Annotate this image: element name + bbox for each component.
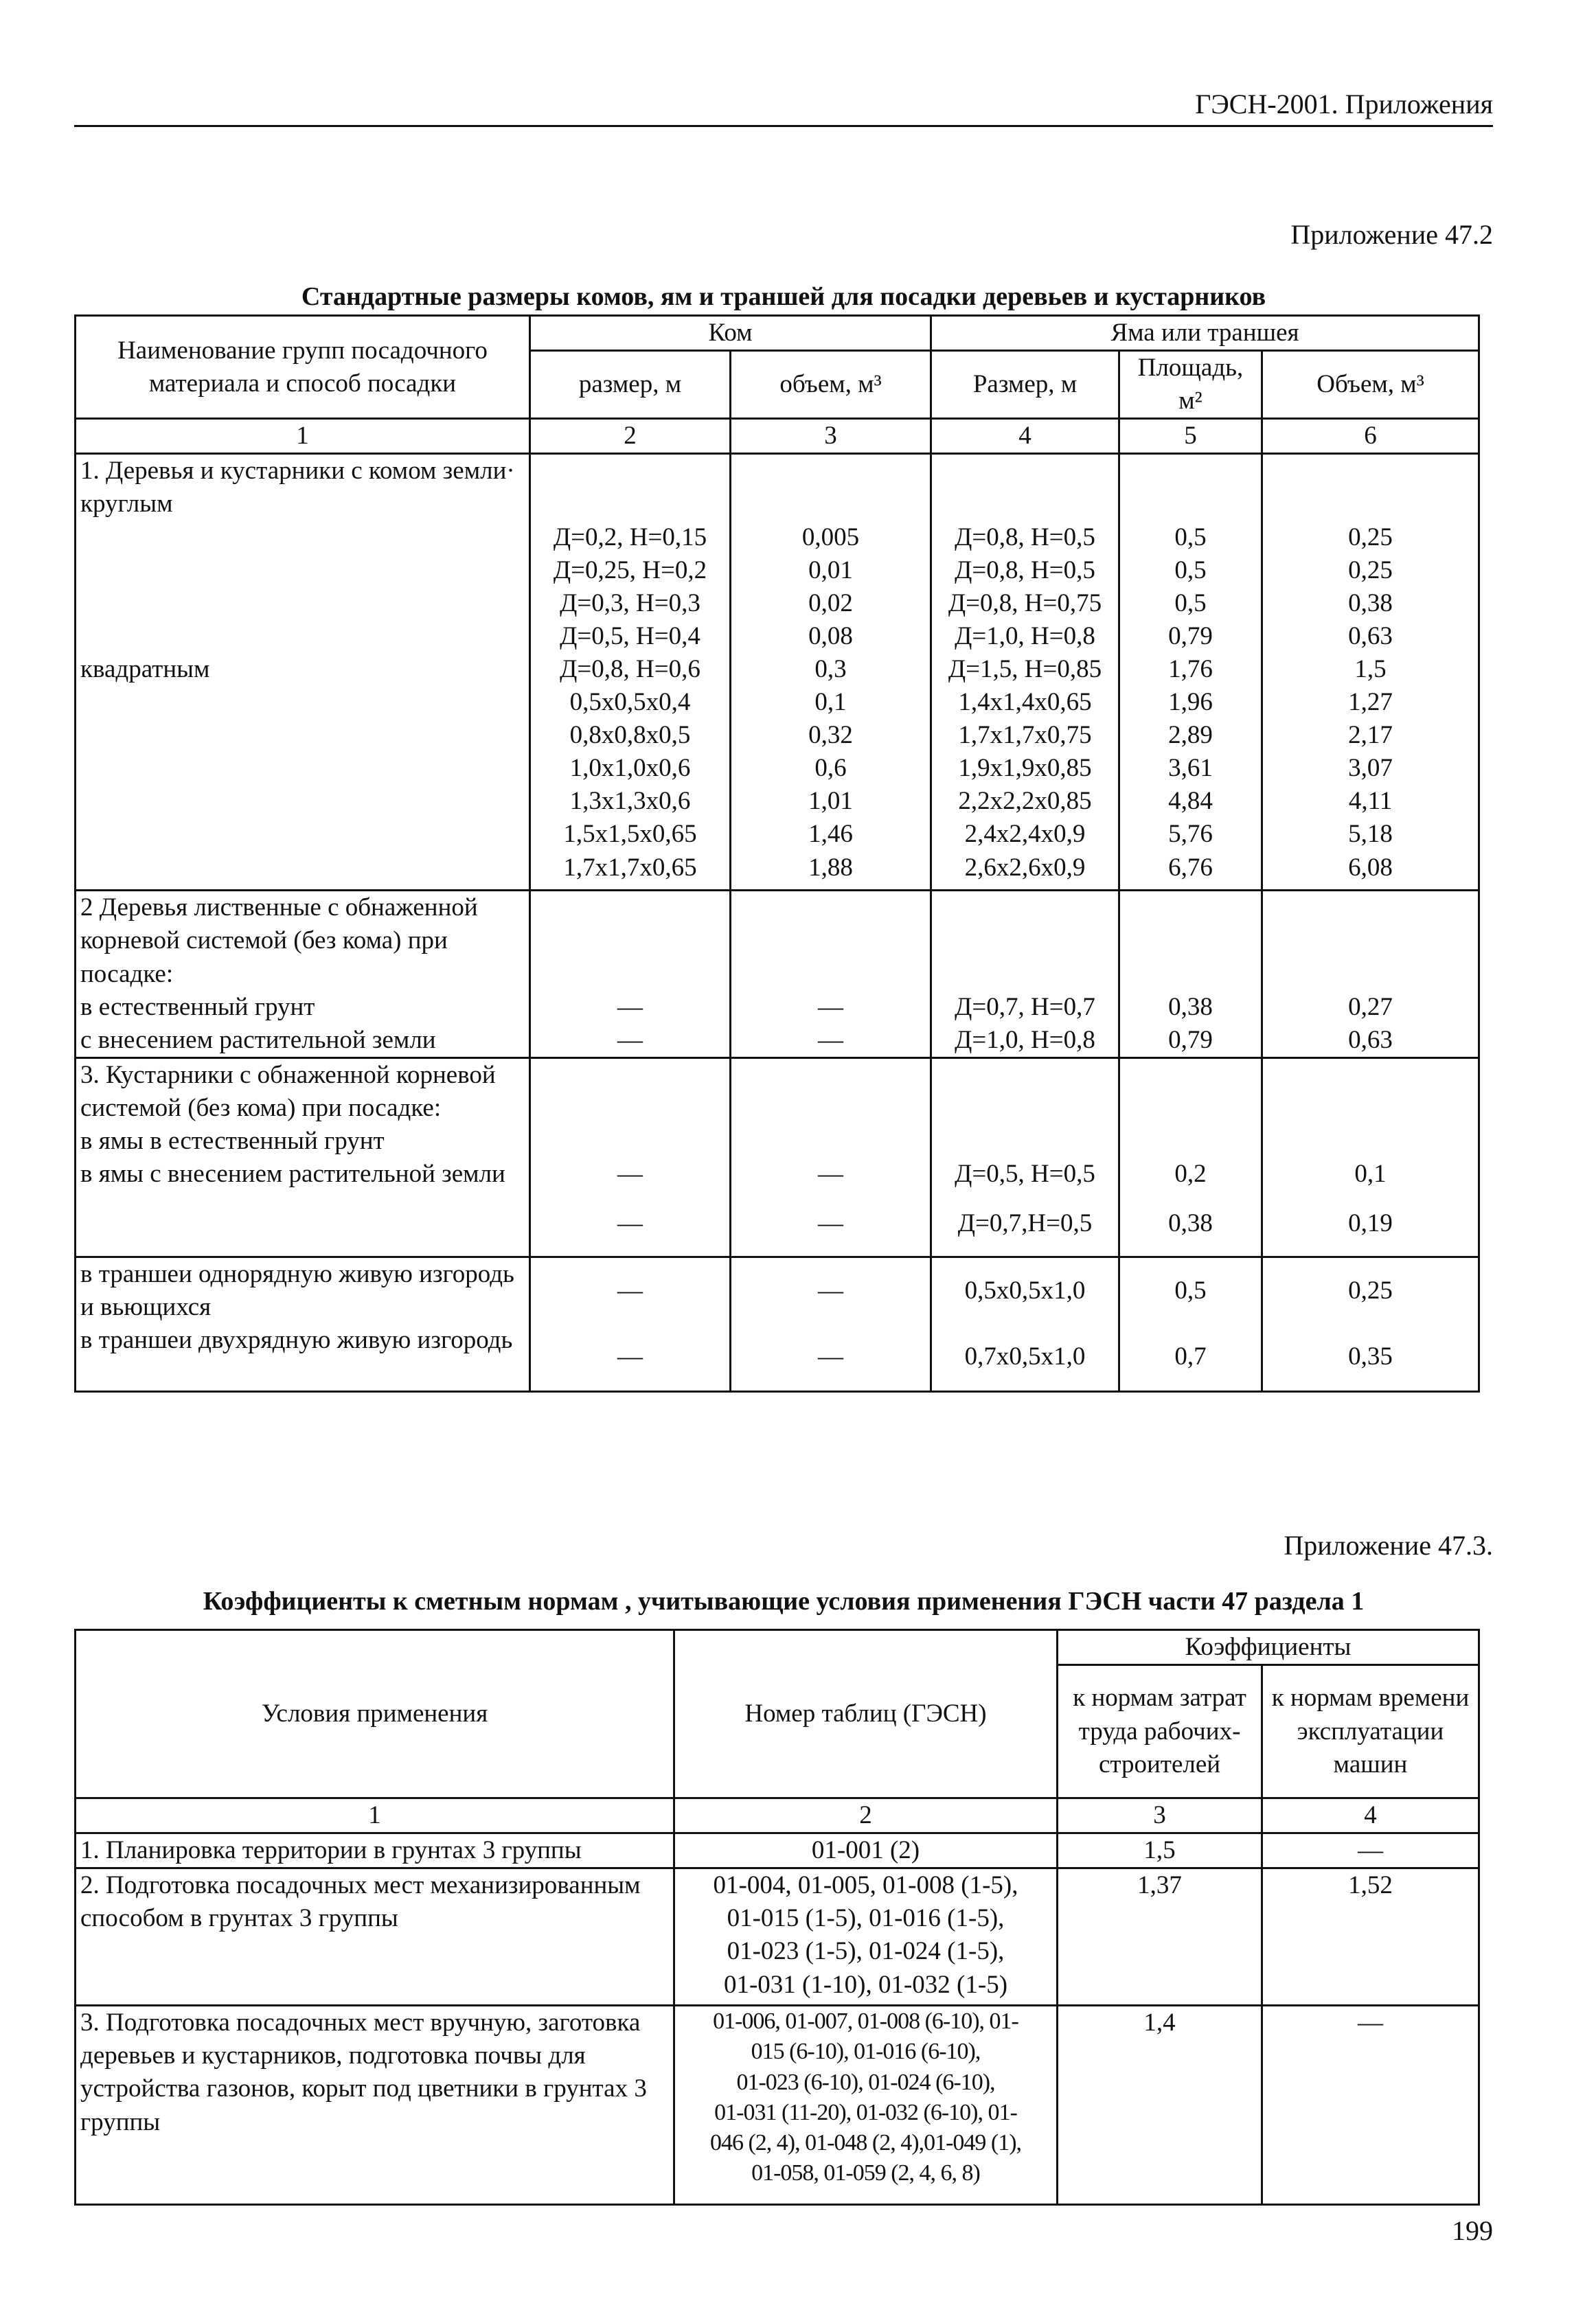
machine-coef-cell: 1,52 bbox=[1262, 1868, 1479, 2006]
kom-size: — bbox=[617, 992, 643, 1021]
pit-size: 1,7x1,7x0,75 bbox=[958, 721, 1092, 750]
pit-volume: 0,25 bbox=[1348, 556, 1393, 584]
pit-area: 0,79 bbox=[1168, 1025, 1213, 1054]
group-3-row bbox=[76, 1057, 1479, 1257]
kom-size: Д=0,2, Н=0,15 bbox=[553, 523, 707, 551]
labor-coef-cell: 1,37 bbox=[1058, 1868, 1262, 2006]
square-label: квадратным bbox=[80, 654, 210, 683]
labor-coef-cell: 1,4 bbox=[1058, 2006, 1262, 2205]
header-conditions: Условия применения bbox=[76, 1630, 674, 1798]
pit-volume-cell bbox=[1262, 454, 1479, 891]
header-labor: к нормам затрат труда рабочих-строителей bbox=[1058, 1665, 1262, 1798]
kom-volume-cell bbox=[731, 454, 931, 891]
pit-area: 6,76 bbox=[1168, 853, 1213, 882]
table-numbers: 01-031 (11-20), 01-032 (6-10), 01- bbox=[714, 2099, 1017, 2125]
table-title: Коэффициенты к сметным нормам , учитывающие условия применения ГЭСН части 47 раздела 1 bbox=[203, 1587, 1365, 1616]
pit-area: 2,89 bbox=[1168, 721, 1213, 750]
pit-volume: 0,63 bbox=[1348, 621, 1393, 650]
round-label: круглым bbox=[80, 490, 173, 518]
pit-area: 0,38 bbox=[1168, 992, 1213, 1021]
pit-size: Д=1,0, Н=0,8 bbox=[955, 621, 1095, 650]
kom-size-cell bbox=[530, 891, 731, 1057]
kom-volume: 1,46 bbox=[808, 820, 853, 849]
group-3-label bbox=[76, 1057, 530, 1257]
header-kom: Ком bbox=[530, 316, 931, 351]
kom-volume: 0,01 bbox=[808, 556, 853, 584]
column-number: 4 bbox=[931, 419, 1119, 454]
pit-size: Д=1,0, Н=0,8 bbox=[955, 1025, 1095, 1054]
kom-volume: 1,88 bbox=[808, 853, 853, 882]
column-number: 3 bbox=[1058, 1798, 1262, 1833]
pit-size: Д=0,7, Н=0,7 bbox=[955, 992, 1095, 1021]
kom-volume: — bbox=[818, 1342, 843, 1371]
pit-size: 0,7x0,5x1,0 bbox=[964, 1342, 1086, 1371]
kom-size-cell bbox=[530, 1257, 731, 1391]
kom-size: 1,3x1,3x0,6 bbox=[569, 787, 691, 816]
pit-area-cell bbox=[1119, 891, 1262, 1057]
table-numbers-cell bbox=[674, 1868, 1058, 2006]
group-title: 3. Кустарники с обнаженной корневой системой (без кома) при посадке: bbox=[80, 1060, 496, 1122]
pit-area: 0,5 bbox=[1174, 588, 1207, 617]
table-numbers: 046 (2, 4), 01-048 (2, 4),01-049 (1), bbox=[709, 2130, 1022, 2156]
condition-cell: 1. Планировка территории в грунтах 3 группы bbox=[76, 1833, 674, 1868]
kom-volume-cell bbox=[731, 1257, 931, 1391]
pit-size: 2,2x2,2x0,85 bbox=[958, 787, 1092, 816]
planting-method: в траншеи однорядную живую изгородь и вьющихся bbox=[80, 1259, 514, 1321]
column-number: 1 bbox=[76, 1798, 674, 1833]
pit-volume: 0,1 bbox=[1354, 1160, 1387, 1189]
group-2-row bbox=[76, 891, 1479, 1057]
group-title: 2 Деревья лиственные с обнаженной корневой системой (без кома) при посадке: bbox=[80, 893, 478, 988]
kom-size: — bbox=[617, 1025, 643, 1054]
kom-volume: 0,005 bbox=[801, 523, 860, 551]
group-2-label bbox=[76, 891, 530, 1057]
group-1-row bbox=[76, 454, 1479, 891]
pit-area: 1,96 bbox=[1168, 688, 1213, 717]
column-number: 3 bbox=[731, 419, 931, 454]
pit-volume: 0,38 bbox=[1348, 588, 1393, 617]
pit-area: 3,61 bbox=[1168, 754, 1213, 783]
pit-size: Д=0,8, Н=0,5 bbox=[955, 556, 1095, 584]
planting-method: в траншеи двухрядную живую изгородь bbox=[80, 1326, 513, 1355]
kom-size-cell bbox=[530, 1057, 731, 1257]
pit-volume: 0,35 bbox=[1348, 1342, 1393, 1371]
sizes-table bbox=[74, 314, 1480, 1393]
kom-volume-cell bbox=[731, 1057, 931, 1257]
column-number: 6 bbox=[1262, 419, 1479, 454]
column-numbers-row bbox=[76, 1798, 1479, 1833]
pit-size: Д=0,8, Н=0,75 bbox=[948, 588, 1102, 617]
pit-volume: 3,07 bbox=[1348, 754, 1393, 783]
table-numbers-cell bbox=[674, 1833, 1058, 1868]
pit-area: 0,2 bbox=[1174, 1160, 1207, 1189]
pit-area: 0,38 bbox=[1168, 1209, 1213, 1238]
kom-volume: 0,32 bbox=[808, 721, 853, 750]
column-numbers-row bbox=[76, 419, 1479, 454]
table-row bbox=[76, 2006, 1479, 2205]
pit-volume: 4,11 bbox=[1348, 787, 1393, 816]
pit-size: 1,4x1,4x0,65 bbox=[958, 688, 1092, 717]
pit-volume: 0,25 bbox=[1348, 523, 1393, 551]
pit-size: 0,5x0,5x1,0 bbox=[964, 1276, 1086, 1305]
pit-area: 0,5 bbox=[1174, 556, 1207, 584]
pit-size: 2,4x2,4x0,9 bbox=[964, 820, 1086, 849]
table-numbers: 01-001 (2) bbox=[811, 1836, 920, 1865]
kom-volume-cell bbox=[731, 891, 931, 1057]
header-area: Площадь, м² bbox=[1119, 351, 1262, 419]
pit-area: 5,76 bbox=[1168, 820, 1213, 849]
header-pit-volume: Объем, м³ bbox=[1262, 351, 1479, 419]
kom-volume: 0,08 bbox=[808, 621, 853, 650]
kom-size: Д=0,5, Н=0,4 bbox=[560, 621, 700, 650]
table-numbers-cell bbox=[674, 2006, 1058, 2205]
pit-volume: 6,08 bbox=[1348, 853, 1393, 882]
pit-area-cell bbox=[1119, 454, 1262, 891]
pit-volume: 1,27 bbox=[1348, 688, 1393, 717]
kom-volume: 0,1 bbox=[814, 688, 847, 717]
pit-volume-cell bbox=[1262, 891, 1479, 1057]
pit-size: Д=0,7,Н=0,5 bbox=[957, 1209, 1093, 1238]
header-group-name: Наименование групп посадочного материала и способ посадки bbox=[76, 316, 530, 419]
pit-size-cell bbox=[931, 1257, 1119, 1391]
kom-size: — bbox=[617, 1342, 643, 1371]
kom-size-cell bbox=[530, 454, 731, 891]
pit-area: 1,76 bbox=[1168, 654, 1213, 683]
pit-size-cell bbox=[931, 891, 1119, 1057]
appendix-label: Приложение 47.2 bbox=[1290, 219, 1493, 250]
running-title: ГЭСН-2001. Приложения bbox=[1195, 89, 1493, 119]
pit-volume: 0,19 bbox=[1348, 1209, 1393, 1238]
kom-volume: 0,02 bbox=[808, 588, 853, 617]
kom-volume: 0,6 bbox=[814, 754, 847, 783]
header-pit-size: Размер, м bbox=[931, 351, 1119, 419]
pit-volume: 0,27 bbox=[1348, 992, 1393, 1021]
table-row bbox=[76, 1868, 1479, 2006]
column-number: 4 bbox=[1262, 1798, 1479, 1833]
pit-volume-cell bbox=[1262, 1257, 1479, 1391]
appendix-label: Приложение 47.3. bbox=[1284, 1530, 1493, 1561]
pit-size: Д=1,5, Н=0,85 bbox=[948, 654, 1102, 683]
header-coefficients: Коэффициенты bbox=[1058, 1630, 1479, 1665]
kom-size: — bbox=[617, 1209, 643, 1238]
kom-volume: — bbox=[818, 1209, 843, 1238]
table-numbers: 01-004, 01-005, 01-008 (1-5), bbox=[713, 1871, 1018, 1900]
group-1-label bbox=[76, 454, 530, 891]
kom-volume: — bbox=[818, 1160, 843, 1189]
header-size: размер, м bbox=[530, 351, 731, 419]
kom-size: Д=0,25, Н=0,2 bbox=[553, 556, 707, 584]
kom-volume: — bbox=[818, 1276, 843, 1305]
table-row bbox=[76, 1833, 1479, 1868]
page-number: 199 bbox=[1452, 2215, 1493, 2246]
pit-size: Д=0,5, Н=0,5 bbox=[955, 1160, 1095, 1189]
kom-size: 1,7x1,7x0,65 bbox=[563, 853, 697, 882]
table-numbers: 01-023 (1-5), 01-024 (1-5), bbox=[727, 1937, 1005, 1966]
kom-size: — bbox=[617, 1160, 643, 1189]
pit-area-cell bbox=[1119, 1057, 1262, 1257]
kom-size: Д=0,8, Н=0,6 bbox=[560, 654, 700, 683]
pit-area: 4,84 bbox=[1168, 787, 1213, 816]
condition-cell: 2. Подготовка посадочных мест механизированным способом в грунтах 3 группы bbox=[76, 1868, 674, 2006]
kom-volume: 1,01 bbox=[808, 787, 853, 816]
machine-coef-cell: — bbox=[1262, 1833, 1479, 1868]
pit-size: 2,6x2,6x0,9 bbox=[964, 853, 1086, 882]
kom-size: — bbox=[617, 1276, 643, 1305]
table-numbers: 01-015 (1-5), 01-016 (1-5), bbox=[727, 1904, 1005, 1933]
kom-volume: 0,3 bbox=[814, 654, 847, 683]
pit-size-cell bbox=[931, 1057, 1119, 1257]
table-numbers: 01-031 (1-10), 01-032 (1-5) bbox=[723, 1970, 1008, 1999]
kom-volume: — bbox=[818, 1025, 843, 1054]
column-number: 1 bbox=[76, 419, 530, 454]
pit-volume: 1,5 bbox=[1354, 654, 1387, 683]
kom-size: 0,8x0,8x0,5 bbox=[569, 721, 691, 750]
planting-method: в ямы с внесением растительной земли bbox=[80, 1160, 505, 1189]
pit-size-cell bbox=[931, 454, 1119, 891]
header-volume: объем, м³ bbox=[731, 351, 931, 419]
column-number: 5 bbox=[1119, 419, 1262, 454]
pit-volume-cell bbox=[1262, 1057, 1479, 1257]
planting-method: в естественный грунт bbox=[80, 992, 315, 1021]
pit-volume: 2,17 bbox=[1348, 721, 1393, 750]
pit-area: 0,5 bbox=[1174, 523, 1207, 551]
labor-coef-cell: 1,5 bbox=[1058, 1833, 1262, 1868]
table-numbers: 01-058, 01-059 (2, 4, 6, 8) bbox=[751, 2160, 980, 2186]
kom-size: Д=0,3, Н=0,3 bbox=[560, 588, 700, 617]
kom-size: 0,5x0,5x0,4 bbox=[569, 688, 691, 717]
planting-method: в ямы в естественный грунт bbox=[80, 1127, 385, 1156]
condition-cell: 3. Подготовка посадочных мест вручную, заготовка деревьев и кустарников, подготовка почвы для устройства газонов, корыт под цветники в грунтах 3 группы bbox=[76, 2006, 674, 2205]
header-table-number: Номер таблиц (ГЭСН) bbox=[674, 1630, 1058, 1798]
trench-row bbox=[76, 1257, 1479, 1391]
machine-coef-cell: — bbox=[1262, 2006, 1479, 2205]
kom-volume: — bbox=[818, 992, 843, 1021]
pit-size: Д=0,8, Н=0,5 bbox=[955, 523, 1095, 551]
group-title: 1. Деревья и кустарники с комом земли· bbox=[80, 457, 515, 485]
coefficients-table bbox=[74, 1629, 1480, 2206]
table-numbers: 015 (6-10), 01-016 (6-10), bbox=[751, 2039, 981, 2065]
pit-area: 0,7 bbox=[1174, 1342, 1207, 1371]
pit-volume: 0,25 bbox=[1348, 1276, 1393, 1305]
planting-method: с внесением растительной земли bbox=[80, 1025, 436, 1054]
header-machines: к нормам времени эксплуатации машин bbox=[1262, 1665, 1479, 1798]
pit-area: 0,5 bbox=[1174, 1276, 1207, 1305]
pit-area: 0,79 bbox=[1168, 621, 1213, 650]
kom-size: 1,5x1,5x0,65 bbox=[563, 820, 697, 849]
table-title: Стандартные размеры комов, ям и траншей для посадки деревьев и кустарников bbox=[301, 282, 1266, 311]
pit-volume: 0,63 bbox=[1348, 1025, 1393, 1054]
pit-volume: 5,18 bbox=[1348, 820, 1393, 849]
table-numbers: 01-006, 01-007, 01-008 (6-10), 01- bbox=[713, 2009, 1018, 2035]
table-numbers: 01-023 (6-10), 01-024 (6-10), bbox=[736, 2069, 995, 2095]
pit-area-cell bbox=[1119, 1257, 1262, 1391]
trench-label bbox=[76, 1257, 530, 1391]
kom-size: 1,0x1,0x0,6 bbox=[569, 754, 691, 783]
pit-size: 1,9x1,9x0,85 bbox=[958, 754, 1092, 783]
header-pit: Яма или траншея bbox=[931, 316, 1479, 351]
column-number: 2 bbox=[674, 1798, 1058, 1833]
column-number: 2 bbox=[530, 419, 731, 454]
header-rule bbox=[74, 125, 1493, 127]
